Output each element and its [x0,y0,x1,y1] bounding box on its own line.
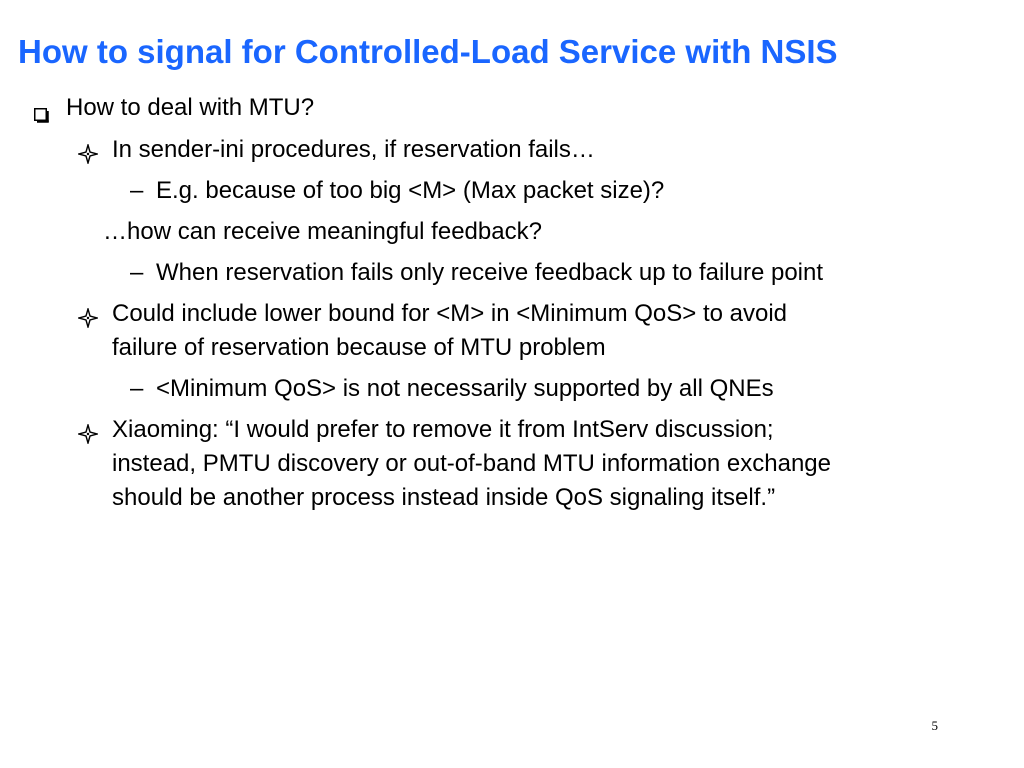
bullet-text: E.g. because of too big <M> (Max packet size)? [156,177,665,204]
bullet-text: …how can receive meaningful feedback? [103,218,542,245]
four-point-star-icon [78,140,98,174]
slide-title: How to signal for Controlled-Load Service with NSIS [18,33,838,70]
dash-bullet: – [130,259,144,286]
bullet-text: Could include lower bound for <M> in <Minimum QoS> to avoid [112,300,788,327]
bullet-text: How to deal with MTU? [66,94,315,121]
continuation-text [103,215,542,249]
bullet-text-wrap [112,481,775,515]
page-number: 5 [931,718,938,733]
dash-bullet: – [130,177,144,204]
bullet-text-wrap [112,331,606,365]
bullet-text-wrap [112,447,831,481]
bullet-text: instead, PMTU discovery or out-of-band MTU information exchange [112,450,831,477]
four-point-star-icon [78,420,98,454]
bullet-text: should be another process instead inside QoS signaling itself.” [112,484,776,511]
four-point-star-icon [78,304,98,338]
bullet-text: Xiaoming: “I would prefer to remove it from IntServ discussion; [112,416,774,443]
bullet-text: When reservation fails only receive feedback up to failure point [156,259,824,286]
bullet-text: <Minimum QoS> is not necessarily supported by all QNEs [156,375,774,402]
checkbox-square-icon [34,100,50,116]
bullet-text: In sender-ini procedures, if reservation fails… [112,136,595,163]
bullet-text: failure of reservation because of MTU problem [112,334,606,361]
dash-bullet: – [130,375,144,402]
